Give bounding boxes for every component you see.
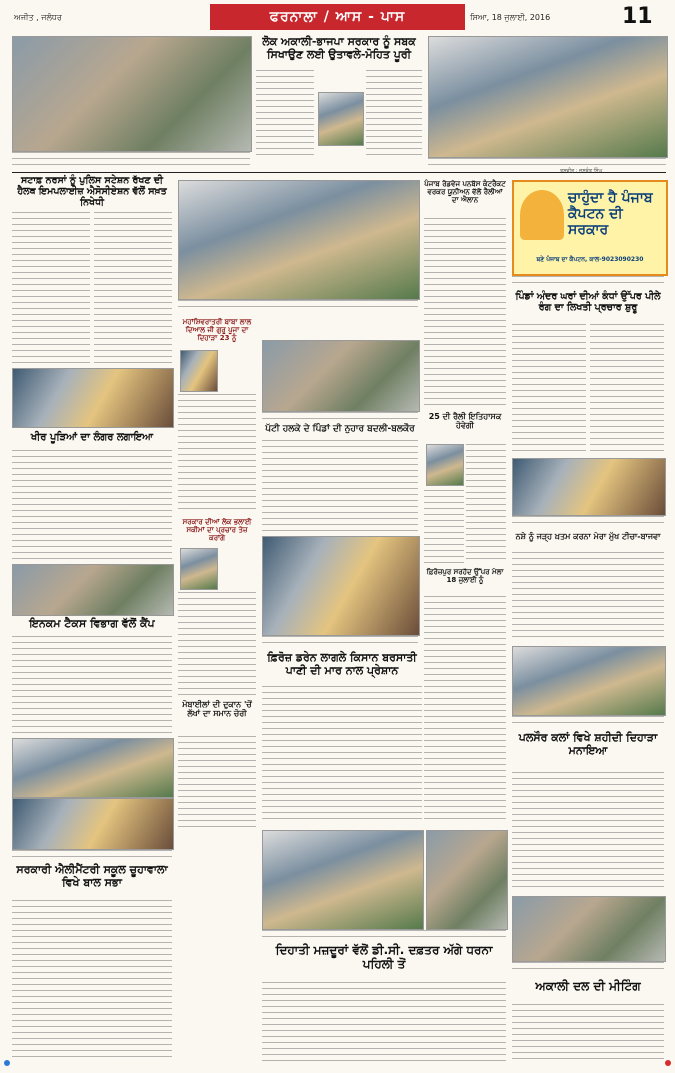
article-body	[424, 490, 464, 564]
article-body	[12, 900, 172, 1060]
caption-middle	[178, 300, 418, 312]
photo-drain-farmers	[262, 536, 420, 636]
article-body	[366, 70, 422, 156]
registration-mark	[4, 1060, 10, 1066]
article-body	[466, 444, 506, 564]
headline-drain: ਫ਼ਿਰੋਜ਼ ਡਰੇਨ ਲਾਗਲੇ ਕਿਸਾਨ ਬਰਸਾਤੀ ਪਾਣੀ ਦੀ ਮਾਰ ਨਾਲ ਪ੍ਰੇਸ਼ਾਨ	[267, 651, 417, 677]
ad-banner	[512, 180, 668, 276]
headline-baba-lal: ਮਹਾਂਸ਼ਿਵਰਾਤਰੀ ਬਾਬਾ ਲਾਲ ਦਿਆਲ ਜੀ ਗੁਰੂ ਪੂਜਾ ਦਾ ਦਿਹਾੜਾ 23 ਨੂੰ	[182, 318, 252, 343]
portrait-photo	[180, 548, 218, 590]
headline-roadways: ਪੰਜਾਬ ਰੋਡਵੇਜ ਪਨਬੱਸ ਕੰਟਰੈਕਟ ਵਰਕਰ ਯੂਨੀਅਨ ਵੱਲੋਂ ਰੈਲੀਆਂ ਦਾ ਐਲਾਨ	[424, 180, 506, 205]
photo-school-2	[12, 798, 174, 850]
article-body	[512, 324, 586, 454]
masthead	[0, 0, 675, 34]
article-body	[256, 70, 314, 156]
ad-title: ਚਾਹੁੰਦਾ ਹੈ ਪੰਜਾਬ ਕੈਪਟਨ ਦੀ ਸਰਕਾਰ	[568, 190, 653, 238]
article-body	[178, 592, 256, 696]
caption-patti	[262, 412, 418, 420]
photo-credit: ਤਸਵੀਰ : ਜਸਵੰਤ ਸਿੰਘ	[560, 168, 603, 174]
edition-label: ਅਜੀਤ , ਜਲੰਧਰ	[14, 13, 62, 22]
caption-top-right	[428, 158, 666, 168]
headline-kheer-langar: ਖੀਰ ਪੂੜਿਆਂ ਦਾ ਲੰਗਰ ਲਗਾਇਆ	[30, 432, 154, 443]
article-body	[94, 212, 172, 364]
caption-top-left	[12, 152, 250, 168]
photo-palsaur	[512, 646, 666, 716]
article-body	[12, 636, 172, 734]
headline-ferozepur-mela: ਫ਼ਿਰੋਜ਼ਪੁਰ ਸਰਹੱਦ ਉੱਪਰ ਮੇਲਾ 18 ਜੁਲਾਈ ਨੂੰ	[426, 568, 504, 585]
headline-mohit-puri: ਲੋਕ ਅਕਾਲੀ-ਭਾਜਪਾ ਸਰਕਾਰ ਨੂੰ ਸਬਕ ਸਿਖਾਉਣ ਲਈ ਉਤਾਵਲੇ-ਮੋਹਿਤ ਪੂਰੀ	[262, 35, 416, 61]
article-body	[178, 394, 256, 514]
hand-icon	[520, 190, 564, 240]
article-body	[12, 212, 90, 364]
photo-bajwa	[512, 458, 666, 516]
headline-mobile-theft: ਮੋਬਾਈਲਾਂ ਦੀ ਦੁਕਾਨ 'ਚੋਂ ਲੱਖਾਂ ਦਾ ਸਮਾਨ ਚੋਰੀ	[182, 700, 252, 719]
portrait-photo	[426, 444, 464, 486]
headline-income-tax: ਇਨਕਮ ਟੈਕਸ ਵਿਭਾਗ ਵੱਲੋਂ ਕੈਂਪ	[29, 617, 155, 630]
ad-slogan: ਬਣੇ ਪੰਜਾਬ ਦਾ ਕੈਪਟਨ, ਕਾਲ-9023090230	[536, 256, 644, 263]
article-body	[12, 450, 172, 560]
article-body	[424, 218, 506, 408]
article-body	[512, 772, 664, 892]
photo-kheer-langar	[12, 368, 174, 428]
photo-group-top-left	[12, 36, 252, 152]
headline-dc-dharna: ਦਿਹਾਤੀ ਮਜ਼ਦੂਰਾਂ ਵੱਲੋਂ ਡੀ.ਸੀ. ਦਫ਼ਤਰ ਅੱਗੇ ਧਰਨਾ ਪਹਿਲੀ ਤੋਂ	[275, 943, 493, 971]
section-banner: ਫਰਨਾਲਾ / ਆਸ - ਪਾਸ	[210, 4, 465, 30]
photo-shop	[262, 830, 424, 930]
article-body	[262, 686, 422, 824]
caption-palsaur	[512, 716, 664, 728]
photo-shop-2	[426, 830, 508, 930]
registration-mark	[665, 1060, 671, 1066]
article-body	[262, 440, 418, 532]
page-number: 11	[622, 4, 653, 29]
photo-group-top-right	[428, 36, 668, 158]
headline-bal-sabha: ਸਰਕਾਰੀ ਐਲੀਮੈਂਟਰੀ ਸਕੂਲ ਚੂਹਾਵਾਲਾ ਵਿਖੇ ਬਾਲ ਸਭਾ	[16, 863, 168, 889]
article-body	[262, 982, 506, 1062]
photo-patti	[262, 340, 420, 412]
caption-akali	[512, 962, 664, 972]
photo-group-middle	[178, 180, 420, 300]
caption-school	[12, 850, 172, 860]
headline-yellow-paint: ਪਿੰਡਾਂ ਅੰਦਰ ਘਰਾਂ ਦੀਆਂ ਕੰਧਾਂ ਉੱਪਰ ਪੀਲੇ ਰੰਗ ਦਾ ਲਿਖਤੀ ਪ੍ਰਚਾਰ ਸ਼ੁਰੂ	[515, 291, 661, 313]
article-body	[424, 596, 506, 824]
headline-patti: ਪੱਟੀ ਹਲਕੇ ਦੇ ਪਿੰਡਾਂ ਦੀ ਨੁਹਾਰ ਬਦਲੀ-ਬਲਕੌਰ	[265, 424, 415, 434]
caption-drain	[262, 636, 418, 648]
caption-ad	[512, 276, 664, 288]
article-body	[590, 324, 664, 454]
headline-palsaur: ਪਲਸੌਰ ਕਲਾਂ ਵਿਖੇ ਸ਼ਹੀਦੀ ਦਿਹਾੜਾ ਮਨਾਇਆ	[518, 731, 658, 757]
photo-income-tax	[12, 564, 174, 616]
headline-lok-bhalai: ਸਰਕਾਰ ਦੀਆਂ ਲੋਕ ਭਲਾਈ ਸਕੀਮਾਂ ਦਾ ਪ੍ਰਚਾਰ ਤੇਜ਼ ਕਰਾਂਗੇ	[182, 518, 252, 543]
headline-bajwa: ਨਸ਼ੇ ਨੂੰ ਜੜ੍ਹ ਖ਼ਤਮ ਕਰਨਾ ਮੇਰਾ ਮੁੱਖ ਟੀਚਾ-ਬਾਜਵਾ	[515, 532, 661, 541]
caption-shop	[262, 930, 506, 940]
article-body	[512, 552, 664, 642]
article-body	[512, 1004, 664, 1062]
headline-akali-meeting: ਅਕਾਲੀ ਦਲ ਦੀ ਮੀਟਿੰਗ	[535, 979, 641, 993]
photo-akali	[512, 896, 666, 962]
portrait-photo	[180, 350, 218, 392]
article-body	[178, 736, 256, 830]
headline-rally: 25 ਦੀ ਰੈਲੀ ਇਤਿਹਾਸਕ ਹੋਵੇਗੀ	[428, 412, 502, 431]
headline-staff-nurses: ਸਟਾਫ਼ ਨਰਸਾਂ ਨੂੰ ਪੁਲਿਸ ਸਟੇਸ਼ਨ ਰੱਖਣ ਦੀ ਹੈਲਥ ਇਮਪਲਾਈਜ਼ ਐਸੋਸੀਏਸ਼ਨ ਵੱਲੋਂ ਸਖ਼ਤ ਨਿਖੇਧੀ	[17, 175, 167, 208]
date-label: ਸਿਆ, 18 ਜੁਲਾਈ, 2016	[470, 13, 551, 22]
caption-bajwa	[512, 516, 664, 528]
portrait-photo	[318, 92, 364, 146]
photo-school-1	[12, 738, 174, 798]
